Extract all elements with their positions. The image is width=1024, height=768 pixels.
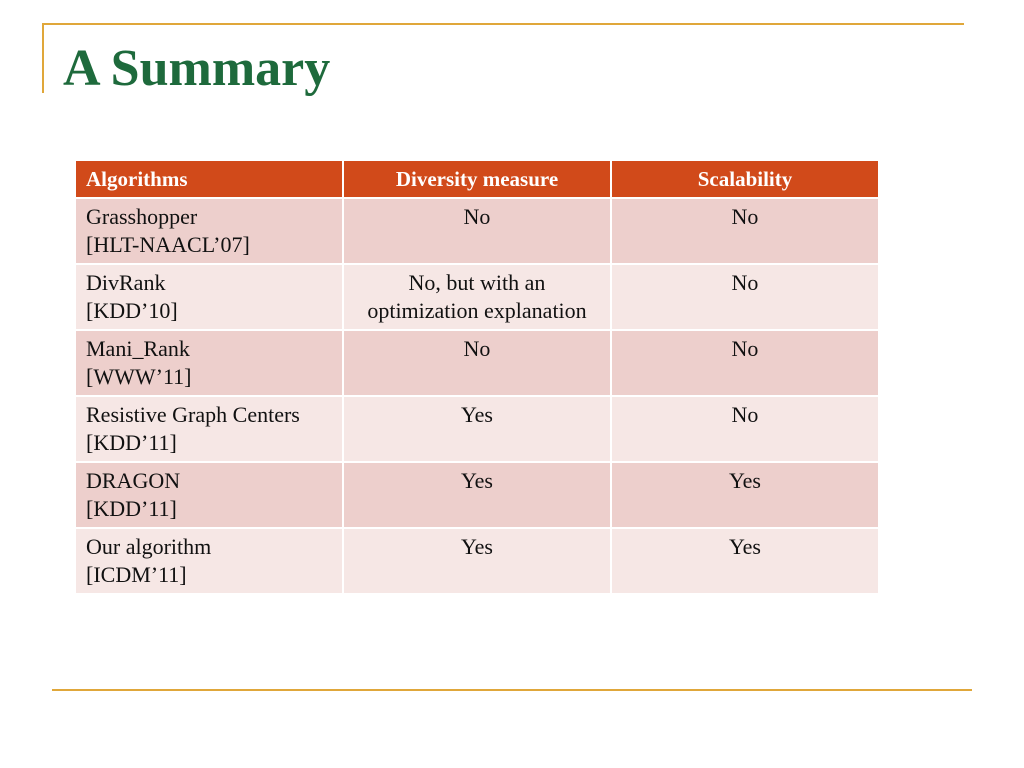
table-header-row bbox=[75, 160, 879, 198]
algorithm-name: Mani_Rank bbox=[86, 336, 190, 361]
algorithm-venue: [KDD’11] bbox=[86, 496, 177, 521]
header-algorithms: Algorithms bbox=[75, 160, 343, 198]
algorithm-name: DivRank bbox=[86, 270, 166, 295]
bottom-accent-line bbox=[52, 689, 972, 691]
algorithm-name: Grasshopper bbox=[86, 204, 198, 229]
algorithm-venue: [KDD’11] bbox=[86, 430, 177, 455]
diversity-cell bbox=[343, 396, 611, 462]
scalability-cell: Yes bbox=[611, 528, 879, 594]
diversity-cell bbox=[343, 528, 611, 594]
diversity-cell bbox=[343, 198, 611, 264]
summary-table bbox=[74, 159, 880, 595]
algorithm-venue: [ICDM’11] bbox=[86, 562, 187, 587]
algorithm-venue: [WWW’11] bbox=[86, 364, 192, 389]
header-scalability: Scalability bbox=[611, 160, 879, 198]
diversity-value: No bbox=[463, 204, 491, 229]
diversity-value: Yes bbox=[460, 402, 493, 427]
scalability-cell: No bbox=[611, 330, 879, 396]
left-accent-line bbox=[42, 23, 44, 93]
scalability-cell: Yes bbox=[611, 462, 879, 528]
algorithm-name: DRAGON bbox=[86, 468, 181, 493]
diversity-cell bbox=[343, 330, 611, 396]
scalability-cell: No bbox=[611, 396, 879, 462]
diversity-value: No, but with an bbox=[408, 270, 546, 295]
scalability-cell: No bbox=[611, 264, 879, 330]
table-row bbox=[75, 330, 879, 396]
algorithm-venue: [KDD’10] bbox=[86, 298, 178, 323]
algorithm-name: Resistive Graph Centers bbox=[86, 402, 300, 427]
algorithm-name: Our algorithm bbox=[86, 534, 212, 559]
slide-title: A Summary bbox=[63, 40, 331, 97]
diversity-value: Yes bbox=[460, 468, 493, 493]
top-accent-line bbox=[42, 23, 964, 25]
diversity-value: No bbox=[463, 336, 491, 361]
algorithm-cell bbox=[75, 528, 343, 594]
table-row bbox=[75, 528, 879, 594]
algorithm-cell bbox=[75, 264, 343, 330]
header-diversity-measure: Diversity measure bbox=[343, 160, 611, 198]
table-row bbox=[75, 462, 879, 528]
diversity-cell bbox=[343, 462, 611, 528]
diversity-cell bbox=[343, 264, 611, 330]
scalability-cell: No bbox=[611, 198, 879, 264]
algorithm-cell bbox=[75, 330, 343, 396]
table-row bbox=[75, 396, 879, 462]
algorithm-cell bbox=[75, 396, 343, 462]
algorithm-venue: [HLT-NAACL’07] bbox=[86, 232, 250, 257]
algorithm-cell bbox=[75, 462, 343, 528]
diversity-value-line2: optimization explanation bbox=[367, 298, 587, 323]
diversity-value: Yes bbox=[460, 534, 493, 559]
algorithm-cell bbox=[75, 198, 343, 264]
table-row bbox=[75, 198, 879, 264]
table-row bbox=[75, 264, 879, 330]
